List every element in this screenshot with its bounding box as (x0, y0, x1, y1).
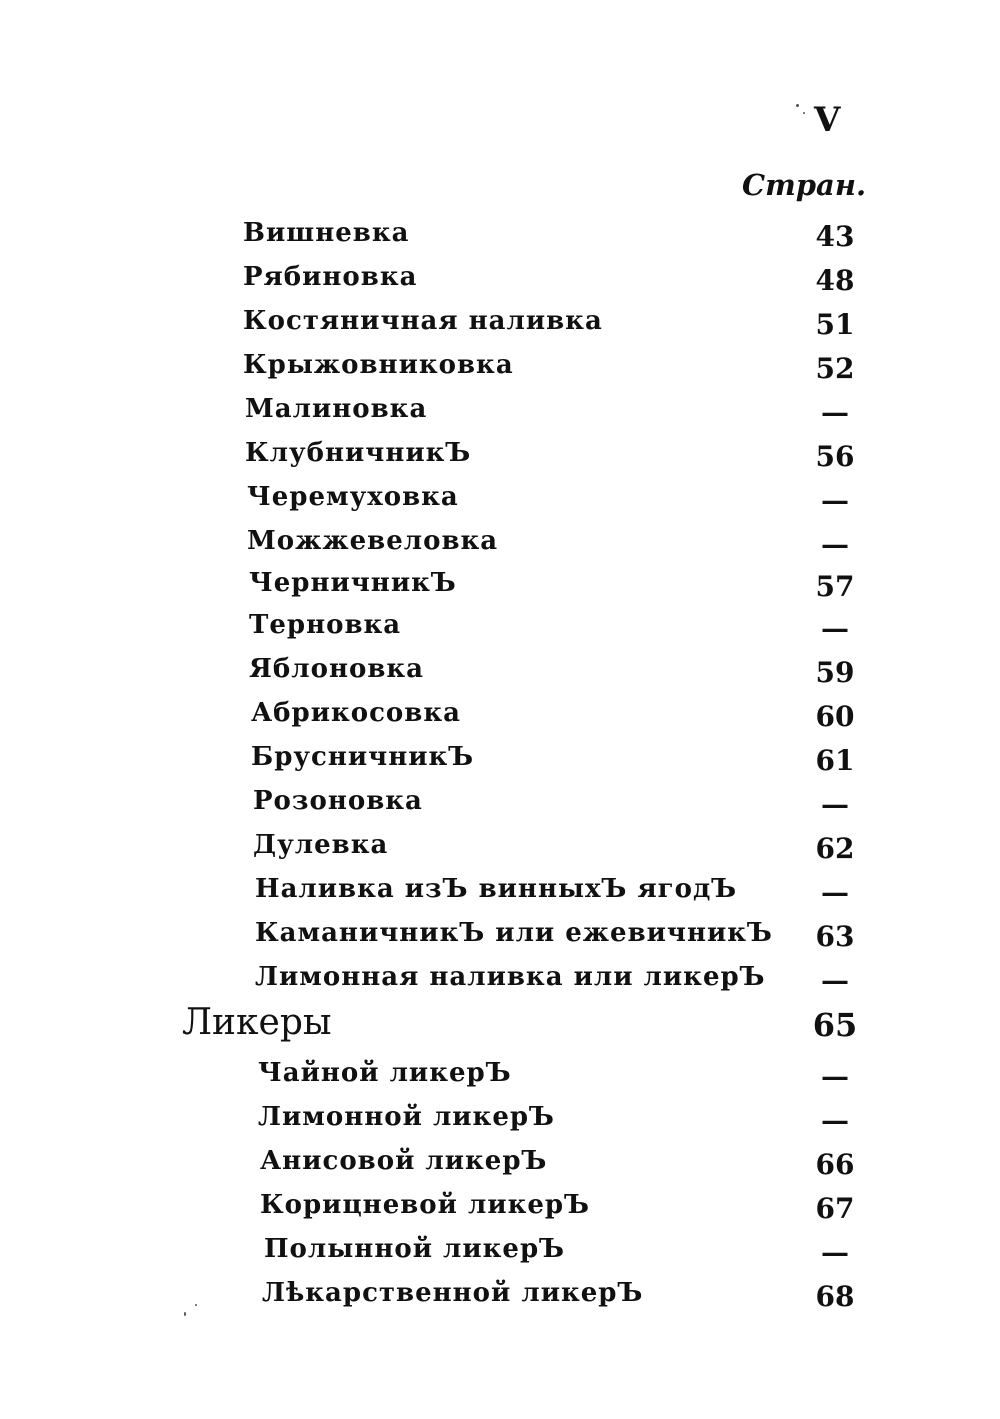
toc-entry (0, 918, 1000, 958)
toc-entry-page: 60 (815, 700, 855, 733)
toc-entry (0, 1278, 1000, 1318)
toc-entry-page: 51 (815, 308, 855, 341)
scan-speck (195, 1304, 197, 1306)
toc-entry (0, 786, 1000, 826)
toc-entry-label: Анисовой ликерЪ (260, 1146, 548, 1176)
toc-entry-page: — (821, 1236, 849, 1269)
column-header-pages: Стран. (742, 168, 867, 202)
toc-entry-page: — (821, 964, 849, 997)
toc-entry-page: — (821, 528, 849, 561)
toc-entry-label: Вишневка (243, 218, 410, 248)
toc-entry-label: Костяничная наливка (243, 306, 603, 336)
toc-entry (0, 526, 1000, 566)
toc-entry-page: 59 (815, 656, 855, 689)
toc-entry-label: Корицневой ликерЪ (260, 1190, 590, 1220)
toc-entry-label: Яблоновка (249, 654, 425, 684)
toc-entry (0, 874, 1000, 914)
toc-entry-page: — (821, 396, 849, 429)
toc-entry-label: Лимонной ликерЪ (258, 1102, 555, 1132)
toc-entry-page: 56 (815, 440, 855, 473)
toc-entry (0, 610, 1000, 650)
toc-entry-label: Дулевка (253, 830, 389, 860)
toc-entry (0, 654, 1000, 694)
toc-entry (0, 568, 1000, 608)
toc-entry-page: — (821, 876, 849, 909)
scan-speck (796, 104, 799, 107)
toc-entry-label: Лимонная наливка или ликерЪ (255, 962, 766, 992)
toc-entry (0, 350, 1000, 390)
toc-entry (0, 698, 1000, 738)
scan-speck (184, 1312, 186, 1316)
toc-entry (0, 830, 1000, 870)
toc-entry-page: — (821, 1060, 849, 1093)
toc-section-page: 65 (812, 1006, 858, 1044)
toc-entry-label: Можжевеловка (247, 526, 499, 556)
toc-entry-page: 66 (815, 1148, 855, 1181)
toc-entry-label: КаманичникЪ или ежевичникЪ (255, 918, 773, 948)
toc-entry-label: КлубничникЪ (245, 438, 472, 468)
toc-entry (0, 262, 1000, 302)
toc-entry-page: — (821, 1104, 849, 1137)
toc-section-heading (0, 1002, 1000, 1050)
toc-entry-label: Розоновка (253, 786, 423, 816)
toc-entry (0, 306, 1000, 346)
toc-entry-page: 43 (815, 220, 855, 253)
toc-entry-label: Терновка (249, 610, 402, 640)
scan-speck (803, 112, 805, 114)
toc-entry-label: БрусничникЪ (251, 742, 475, 772)
toc-entry-label: Малиновка (245, 394, 428, 424)
toc-entry (0, 1146, 1000, 1186)
toc-entry (0, 438, 1000, 478)
toc-entry (0, 1058, 1000, 1098)
toc-entry-page: — (821, 788, 849, 821)
toc-entry (0, 1102, 1000, 1142)
toc-entry (0, 742, 1000, 782)
toc-entry-label: Рябиновка (243, 262, 418, 292)
toc-entry-label: Полынной ликерЪ (264, 1234, 566, 1264)
toc-entry-page: 62 (815, 832, 855, 865)
toc-entry-page: — (821, 612, 849, 645)
toc-entry-page: 63 (815, 920, 855, 953)
toc-section-label: Ликеры (182, 1002, 332, 1043)
toc-entry (0, 1234, 1000, 1274)
toc-entry-page: 57 (815, 570, 855, 603)
toc-entry (0, 394, 1000, 434)
page-number: V (814, 100, 841, 140)
toc-entry (0, 962, 1000, 1002)
toc-entry-label: Черемуховка (247, 482, 459, 512)
toc-entry-page: 67 (815, 1192, 855, 1225)
toc-entry-page: 48 (815, 264, 855, 297)
toc-entry (0, 1190, 1000, 1230)
toc-entry-label: Крыжовниковка (243, 350, 514, 380)
toc-entry-label: Наливка изЪ винныхЪ ягодЪ (255, 874, 738, 904)
toc-entry (0, 482, 1000, 522)
toc-entry-label: Лѣкарственной ликерЪ (262, 1278, 644, 1308)
toc-entry-label: Абрикосовка (251, 698, 461, 728)
toc-entry-page: 61 (815, 744, 855, 777)
toc-entry-page: — (821, 484, 849, 517)
toc-entry-page: 68 (815, 1280, 855, 1313)
toc-entry-label: ЧерничникЪ (249, 568, 457, 598)
toc-entry (0, 218, 1000, 258)
toc-entry-label: Чайной ликерЪ (258, 1058, 512, 1088)
toc-entry-page: 52 (815, 352, 855, 385)
